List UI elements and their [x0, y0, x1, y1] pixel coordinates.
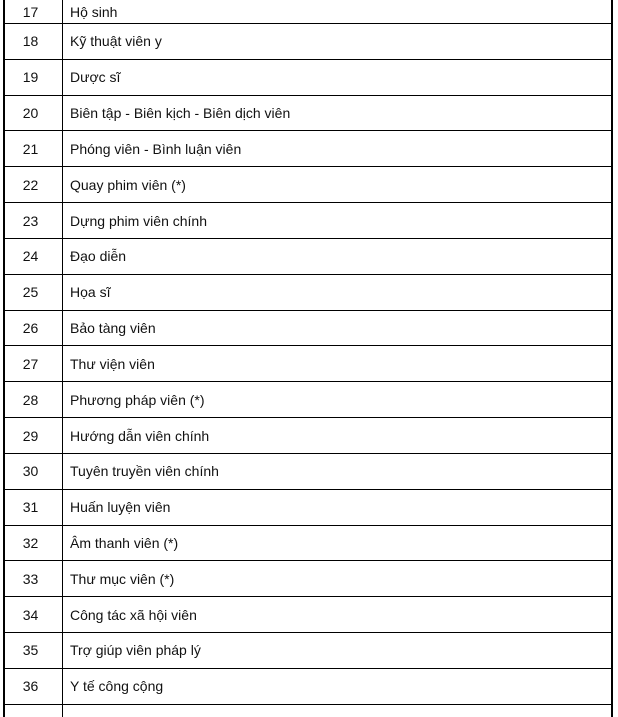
row-number-cell — [5, 346, 63, 381]
job-title-cell — [63, 131, 611, 166]
table-row — [5, 669, 611, 705]
row-number-cell — [5, 382, 63, 417]
job-titles-table-body — [5, 0, 611, 705]
job-title: Thư viện viên — [70, 355, 155, 372]
row-number: 29 — [22, 427, 39, 444]
row-number-cell — [5, 203, 63, 238]
row-number-cell — [5, 96, 63, 131]
job-title-cell — [63, 60, 611, 95]
table-row — [5, 275, 611, 311]
table-row — [5, 60, 611, 96]
job-title-cell — [63, 382, 611, 417]
job-title: Họa sĩ — [70, 284, 111, 301]
job-title: Thư mục viên (*) — [70, 570, 175, 587]
row-number-cell — [5, 0, 63, 23]
table-row — [5, 131, 611, 167]
row-number-cell — [5, 167, 63, 202]
job-title: Dược sĩ — [70, 69, 121, 86]
table-row — [5, 167, 611, 203]
job-title-cell — [63, 633, 611, 668]
row-number: 18 — [22, 33, 39, 50]
job-title-cell — [63, 490, 611, 525]
row-number: 22 — [22, 176, 39, 193]
row-number: 24 — [22, 248, 39, 265]
row-number: 17 — [22, 3, 39, 20]
job-title-cell — [63, 418, 611, 453]
partial-next-row — [5, 705, 611, 717]
job-title: Quay phim viên (*) — [70, 176, 186, 193]
job-title: Đạo diễn — [70, 248, 127, 265]
row-number-cell — [5, 669, 63, 704]
row-number: 23 — [22, 212, 39, 229]
row-number-cell — [5, 418, 63, 453]
table-row — [5, 382, 611, 418]
table-row — [5, 203, 611, 239]
row-number-cell — [5, 561, 63, 596]
job-title: Dựng phim viên chính — [70, 212, 207, 229]
job-title: Kỹ thuật viên y — [70, 33, 162, 50]
job-title-cell — [63, 597, 611, 632]
row-number-cell — [5, 24, 63, 59]
job-title: Phóng viên - Bình luận viên — [70, 140, 242, 157]
job-title-cell — [63, 705, 611, 717]
job-title: Trợ giúp viên pháp lý — [70, 642, 201, 659]
job-title-cell — [63, 275, 611, 310]
table-row — [5, 96, 611, 132]
row-number: 33 — [22, 570, 39, 587]
job-title-cell — [63, 346, 611, 381]
table-row — [5, 454, 611, 490]
table-row — [5, 526, 611, 562]
row-number-cell — [5, 597, 63, 632]
row-number-cell — [5, 131, 63, 166]
row-number: 27 — [22, 355, 39, 372]
job-title: Tuyên truyền viên chính — [70, 463, 219, 480]
job-title: Phương pháp viên (*) — [70, 391, 205, 408]
row-number: 26 — [22, 320, 39, 337]
row-number: 35 — [22, 642, 39, 659]
row-number-cell — [5, 239, 63, 274]
row-number: 31 — [22, 499, 39, 516]
table-row — [5, 24, 611, 60]
job-title: Y tế công cộng — [70, 678, 164, 695]
table-row — [5, 490, 611, 526]
job-title-cell — [63, 311, 611, 346]
job-title-cell — [63, 526, 611, 561]
job-title: Hướng dẫn viên chính — [70, 427, 210, 444]
row-number-cell — [5, 490, 63, 525]
job-title: Công tác xã hội viên — [70, 606, 197, 623]
job-title-cell — [63, 561, 611, 596]
job-title-cell — [63, 96, 611, 131]
table-row — [5, 633, 611, 669]
job-title: Hộ sinh — [70, 3, 118, 20]
job-title: Huấn luyện viên — [70, 499, 171, 516]
job-titles-table — [3, 0, 613, 717]
table-row — [5, 239, 611, 275]
table-row — [5, 311, 611, 347]
row-number: 20 — [22, 105, 39, 122]
table-row — [5, 346, 611, 382]
row-number-cell — [5, 275, 63, 310]
row-number-cell — [5, 454, 63, 489]
row-number-cell — [5, 633, 63, 668]
row-number: 34 — [22, 606, 39, 623]
row-number: 25 — [22, 284, 39, 301]
row-number: 21 — [22, 140, 39, 157]
job-title-cell — [63, 167, 611, 202]
job-title: Biên tập - Biên kịch - Biên dịch viên — [70, 105, 291, 122]
row-number-cell — [5, 311, 63, 346]
row-number: 36 — [22, 678, 39, 695]
job-title-cell — [63, 239, 611, 274]
job-title-cell — [63, 454, 611, 489]
job-title-cell — [63, 203, 611, 238]
table-row — [5, 418, 611, 454]
row-number-cell — [5, 526, 63, 561]
row-number: 32 — [22, 535, 39, 551]
row-number-cell — [5, 705, 63, 717]
table-row — [5, 561, 611, 597]
table-row — [5, 597, 611, 633]
job-title: Âm thanh viên (*) — [70, 535, 179, 551]
row-number: 30 — [22, 463, 39, 480]
table-row — [5, 0, 611, 24]
row-number: 28 — [22, 391, 39, 408]
job-title-cell — [63, 669, 611, 704]
job-title-cell — [63, 0, 611, 23]
job-title-cell — [63, 24, 611, 59]
job-title: Bảo tàng viên — [70, 320, 156, 337]
row-number: 19 — [22, 69, 39, 86]
row-number-cell — [5, 60, 63, 95]
